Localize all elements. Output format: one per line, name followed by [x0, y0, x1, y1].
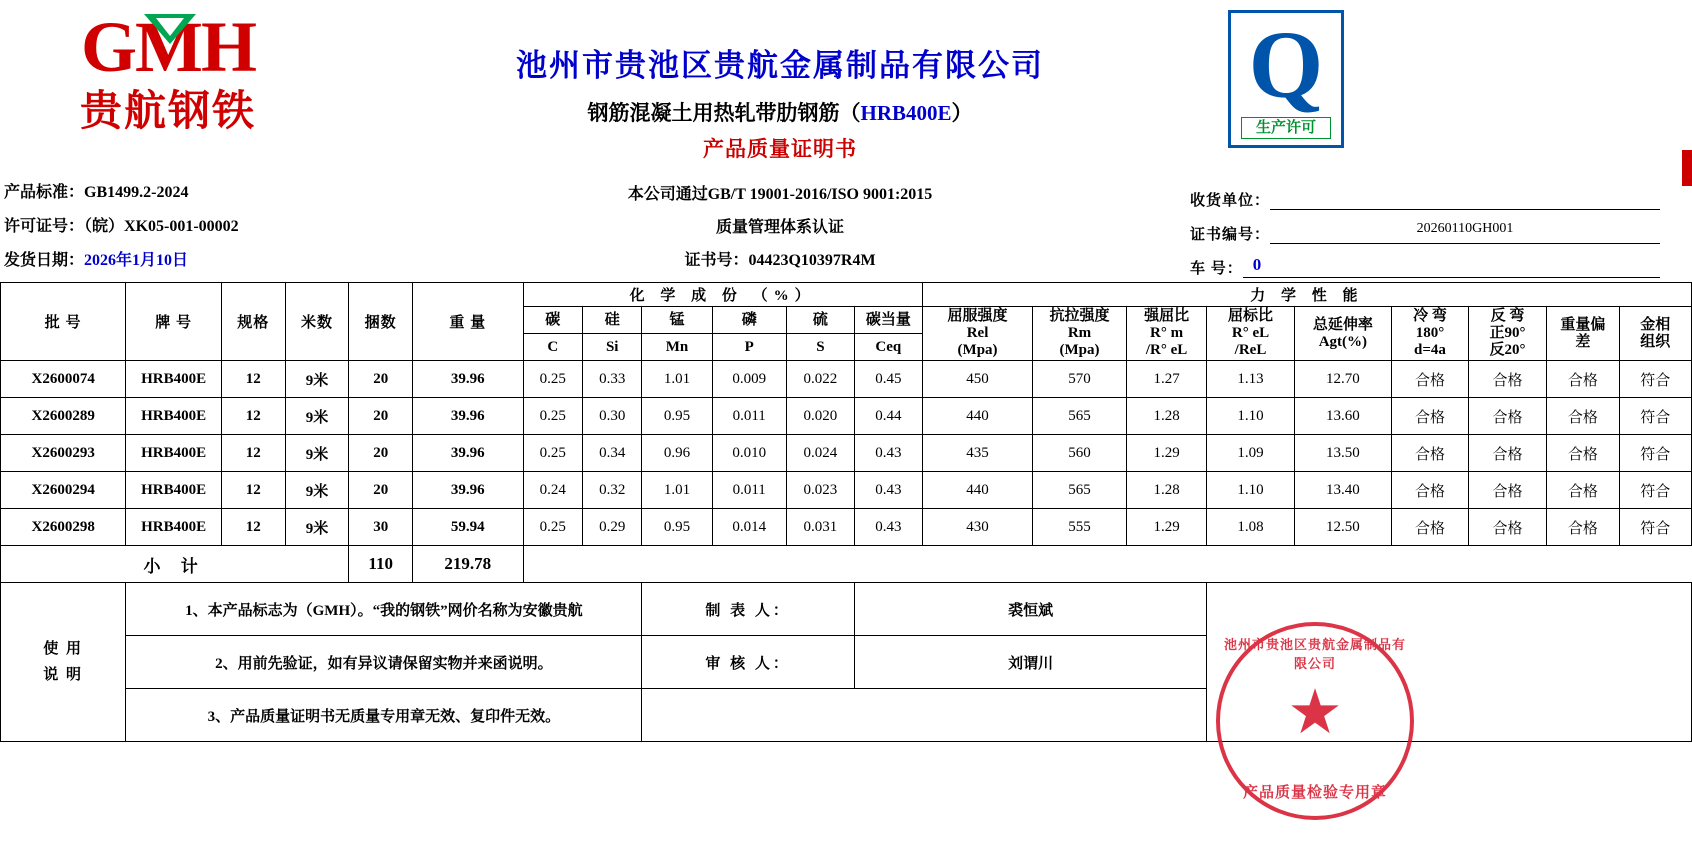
cell-rebend: 合格: [1468, 435, 1547, 472]
cell-grade: HRB400E: [126, 509, 222, 546]
cell-metal: 符合: [1619, 435, 1691, 472]
col-weight: 重 量: [413, 283, 523, 361]
col-rel-en: Rel: [966, 325, 989, 341]
cell-agt: 12.50: [1294, 509, 1392, 546]
ship-date-row: [4, 244, 239, 278]
col-meters: 米数: [285, 283, 349, 361]
stamp-top-text: 池州市贵池区贵航金属制品有限公司: [1223, 637, 1406, 671]
cell-metal: 符合: [1619, 509, 1691, 546]
col-ratio: [1126, 307, 1207, 361]
cell-mn: 0.96: [642, 435, 712, 472]
note-2: 2、用前先验证，如有异议请保留实物并来函说明。: [126, 636, 642, 689]
subtotal-row: [1, 546, 1692, 583]
cert-no-row: [1190, 210, 1660, 244]
cell-weight: 39.96: [413, 398, 523, 435]
cell-rm: 555: [1033, 509, 1126, 546]
cell-weight-dev: 合格: [1547, 472, 1619, 509]
col-yield-ratio-en1: R° eL: [1231, 325, 1270, 341]
maker-name: 裘恒斌: [854, 583, 1207, 636]
col-ratio-en2: /R° eL: [1145, 342, 1188, 358]
col-rm-unit: (Mpa): [1059, 342, 1100, 358]
cert-no-value[interactable]: 20260110GH001: [1270, 221, 1660, 244]
cell-mn: 1.01: [642, 361, 712, 398]
cell-c: 0.25: [523, 435, 582, 472]
edge-mark: [1682, 150, 1692, 186]
cell-bundles: 20: [349, 472, 413, 509]
col-bend-cn3: d=4a: [1414, 342, 1446, 358]
cell-ceq: 0.43: [854, 435, 922, 472]
col-rel-unit: (Mpa): [957, 342, 998, 358]
cell-si: 0.34: [582, 435, 641, 472]
usage-label-line2: 说 明: [43, 667, 84, 683]
product-line-suffix: ）: [951, 101, 973, 125]
table-row: [1, 472, 1692, 509]
cell-spec: 12: [221, 435, 285, 472]
cell-metal: 符合: [1619, 398, 1691, 435]
col-rel-cn: 屈服强度: [947, 308, 1008, 324]
cell-rel: 440: [922, 472, 1032, 509]
table-row: [1, 361, 1692, 398]
col-rm: [1033, 307, 1126, 361]
cell-bend: 合格: [1392, 398, 1468, 435]
iso-line-1: 本公司通过GB/T 19001-2016/ISO 9001:2015: [627, 186, 933, 203]
license-label: 许可证号：: [4, 218, 85, 235]
auditor-label: 审 核 人：: [642, 636, 854, 689]
receiver-label: 收货单位：: [1190, 193, 1271, 209]
col-rebend-cn1: 反 弯: [1490, 308, 1525, 324]
cell-rebend: 合格: [1468, 509, 1547, 546]
cell-yield-ratio: 1.13: [1207, 361, 1294, 398]
license-value: （皖）XK05-001-00002: [84, 218, 239, 235]
cell-batch: X2600293: [1, 435, 126, 472]
col-c-en: C: [523, 334, 582, 361]
iso-line-3: 证书号：04423Q10397R4M: [684, 252, 876, 269]
cell-rm: 565: [1033, 398, 1126, 435]
cell-s: 0.024: [786, 435, 854, 472]
cell-s: 0.031: [786, 509, 854, 546]
col-yield-ratio-en2: /ReL: [1234, 342, 1267, 358]
license-row: [4, 210, 239, 244]
cell-rel: 435: [922, 435, 1032, 472]
cell-s: 0.022: [786, 361, 854, 398]
cell-ceq: 0.43: [854, 472, 922, 509]
logo-gmh-text: GMH: [81, 7, 255, 87]
cell-ceq: 0.44: [854, 398, 922, 435]
cell-yield-ratio: 1.10: [1207, 472, 1294, 509]
col-rel: [922, 307, 1032, 361]
col-bend-cn1: 冷 弯: [1413, 308, 1447, 324]
cell-rebend: 合格: [1468, 361, 1547, 398]
col-agt-en: Agt(%): [1318, 333, 1368, 350]
subtotal-label: 小 计: [1, 546, 349, 583]
col-rm-en: Rm: [1067, 325, 1092, 341]
col-ceq-en: Ceq: [854, 334, 922, 361]
production-license-mark: [1228, 10, 1344, 148]
col-spec: 规格: [221, 283, 285, 361]
document-header: [0, 0, 1692, 282]
col-s-en: S: [786, 334, 854, 361]
cell-batch: X2600298: [1, 509, 126, 546]
col-metal-cn1: 金相: [1640, 316, 1671, 333]
cell-bend: 合格: [1392, 472, 1468, 509]
stamp-area: [1207, 583, 1692, 748]
cell-yield-ratio: 1.10: [1207, 398, 1294, 435]
cell-bundles: 20: [349, 435, 413, 472]
cell-ratio: 1.28: [1126, 472, 1207, 509]
receiver-value[interactable]: [1270, 187, 1660, 210]
cell-agt: 13.40: [1294, 472, 1392, 509]
col-rm-cn: 抗拉强度: [1049, 308, 1110, 324]
product-line-prefix: 钢筋混凝土用热轧带肋钢筋（: [587, 101, 861, 125]
cell-rm: 570: [1033, 361, 1126, 398]
cell-weight: 59.94: [413, 509, 523, 546]
receiver-row: [1190, 176, 1660, 210]
col-yield-ratio: [1207, 307, 1294, 361]
cell-bundles: 30: [349, 509, 413, 546]
cell-c: 0.25: [523, 398, 582, 435]
table-row: [1, 398, 1692, 435]
cell-mn: 0.95: [642, 398, 712, 435]
cell-grade: HRB400E: [126, 361, 222, 398]
cell-grade: HRB400E: [126, 435, 222, 472]
cell-spec: 12: [221, 472, 285, 509]
company-logo: [48, 8, 288, 158]
triangle-inner-icon: [156, 18, 184, 36]
cell-s: 0.020: [786, 398, 854, 435]
cell-ratio: 1.28: [1126, 398, 1207, 435]
col-c-cn: 碳: [523, 307, 582, 334]
col-ratio-en1: R° m: [1150, 325, 1184, 341]
note-1: 1、本产品标志为（GMH）。“我的钢铁”网价名称为安徽贵航: [126, 583, 642, 636]
cell-ratio: 1.29: [1126, 509, 1207, 546]
cell-meters: 9米: [285, 472, 349, 509]
cell-batch: X2600289: [1, 398, 126, 435]
col-weight-dev: [1547, 307, 1619, 361]
cell-weight: 39.96: [413, 361, 523, 398]
group-mechanical: 力 学 性 能: [922, 283, 1691, 307]
cell-s: 0.023: [786, 472, 854, 509]
left-info-block: [4, 176, 239, 278]
cell-agt: 12.70: [1294, 361, 1392, 398]
auditor-name: 刘谓川: [854, 636, 1207, 689]
cell-bundles: 20: [349, 361, 413, 398]
car-no-row: [1190, 244, 1660, 278]
cell-rel: 430: [922, 509, 1032, 546]
cell-weight-dev: 合格: [1547, 398, 1619, 435]
cell-si: 0.30: [582, 398, 641, 435]
ship-date-label: 发货日期：: [4, 252, 85, 269]
cert-no-label: 证书编号：: [1190, 227, 1271, 243]
company-title: 池州市贵池区贵航金属制品有限公司: [516, 48, 1044, 83]
col-ceq-cn: 碳当量: [854, 307, 922, 334]
iso-line-2: 质量管理体系认证: [715, 219, 844, 236]
cell-rel: 440: [922, 398, 1032, 435]
cell-rebend: 合格: [1468, 472, 1547, 509]
cell-weight-dev: 合格: [1547, 361, 1619, 398]
cell-agt: 13.50: [1294, 435, 1392, 472]
col-rebend-cn3: 反20°: [1489, 342, 1526, 358]
cell-mn: 0.95: [642, 509, 712, 546]
col-agt-cn: 总延伸率: [1312, 316, 1373, 333]
col-weight-dev-cn2: 差: [1575, 333, 1591, 350]
col-agt: [1294, 307, 1392, 361]
car-no-value[interactable]: 0: [1243, 255, 1660, 278]
cell-p: 0.011: [712, 398, 786, 435]
document-title: 产品质量证明书: [703, 137, 857, 161]
cell-weight: 39.96: [413, 472, 523, 509]
col-s-cn: 硫: [786, 307, 854, 334]
cell-grade: HRB400E: [126, 398, 222, 435]
cell-si: 0.29: [582, 509, 641, 546]
cell-weight: 39.96: [413, 435, 523, 472]
cell-spec: 12: [221, 398, 285, 435]
cell-ceq: 0.43: [854, 509, 922, 546]
cell-rel: 450: [922, 361, 1032, 398]
col-bend: [1392, 307, 1468, 361]
col-p-en: P: [712, 334, 786, 361]
col-si-en: Si: [582, 334, 641, 361]
col-bend-cn2: 180°: [1415, 325, 1445, 341]
cell-p: 0.009: [712, 361, 786, 398]
cell-yield-ratio: 1.08: [1207, 509, 1294, 546]
group-chemical: 化 学 成 份 （%）: [523, 283, 922, 307]
usage-label: [1, 583, 126, 742]
product-grade: HRB400E: [860, 101, 952, 125]
footer-row-1: [1, 583, 1692, 636]
col-si-cn: 硅: [582, 307, 641, 334]
cell-ceq: 0.45: [854, 361, 922, 398]
cell-metal: 符合: [1619, 472, 1691, 509]
product-standard-row: [4, 176, 239, 210]
right-fields-block: [1190, 176, 1660, 278]
cell-rm: 565: [1033, 472, 1126, 509]
col-weight-dev-cn1: 重量偏: [1560, 316, 1606, 333]
cell-ratio: 1.29: [1126, 435, 1207, 472]
cell-meters: 9米: [285, 398, 349, 435]
cell-bend: 合格: [1392, 361, 1468, 398]
quality-data-table: [0, 282, 1692, 748]
cell-c: 0.25: [523, 509, 582, 546]
title-block: [380, 40, 1180, 163]
col-metal: [1619, 307, 1691, 361]
col-p-cn: 磷: [712, 307, 786, 334]
q-letter-icon: Q: [1248, 11, 1324, 118]
cell-agt: 13.60: [1294, 398, 1392, 435]
usage-label-line1: 使 用: [43, 641, 84, 657]
cell-ratio: 1.27: [1126, 361, 1207, 398]
cell-rm: 560: [1033, 435, 1126, 472]
stamp-bottom-text: 产品质量检验专用章: [1242, 785, 1387, 801]
cell-si: 0.33: [582, 361, 641, 398]
subtotal-bundles: 110: [349, 546, 413, 583]
col-rebend-cn2: 正90°: [1489, 325, 1526, 341]
cell-bundles: 20: [349, 398, 413, 435]
col-rebend: [1468, 307, 1547, 361]
ship-date-value: 2026年1月10日: [84, 252, 189, 269]
cell-spec: 12: [221, 361, 285, 398]
cell-si: 0.32: [582, 472, 641, 509]
cell-batch: X2600074: [1, 361, 126, 398]
cell-c: 0.25: [523, 361, 582, 398]
cell-mn: 1.01: [642, 472, 712, 509]
col-bundles: 捆数: [349, 283, 413, 361]
cell-p: 0.010: [712, 435, 786, 472]
table-row: [1, 509, 1692, 546]
standard-value: GB1499.2-2024: [84, 184, 189, 201]
col-yield-ratio-cn: 屈标比: [1227, 308, 1273, 324]
cell-meters: 9米: [285, 361, 349, 398]
cell-c: 0.24: [523, 472, 582, 509]
car-no-label: 车 号：: [1190, 261, 1243, 277]
cell-weight-dev: 合格: [1547, 509, 1619, 546]
cell-bend: 合格: [1392, 435, 1468, 472]
iso-info: [380, 178, 1180, 277]
cell-meters: 9米: [285, 509, 349, 546]
note-3: 3、产品质量证明书无质量专用章无效、复印件无效。: [126, 689, 642, 742]
col-mn-cn: 锰: [642, 307, 712, 334]
cell-bend: 合格: [1392, 509, 1468, 546]
footer-empty-cell: [642, 689, 1207, 742]
col-grade: 牌 号: [126, 283, 222, 361]
subtotal-empty: [523, 546, 1692, 583]
col-mn-en: Mn: [642, 334, 712, 361]
cell-weight-dev: 合格: [1547, 435, 1619, 472]
col-ratio-cn: 强屈比: [1144, 308, 1190, 324]
cell-spec: 12: [221, 509, 285, 546]
cell-grade: HRB400E: [126, 472, 222, 509]
cell-yield-ratio: 1.09: [1207, 435, 1294, 472]
maker-label: 制 表 人：: [642, 583, 854, 636]
cell-p: 0.011: [712, 472, 786, 509]
q-mark-text: 生产许可: [1241, 117, 1331, 139]
subtotal-weight: 219.78: [413, 546, 523, 583]
cell-p: 0.014: [712, 509, 786, 546]
col-batch: 批 号: [1, 283, 126, 361]
product-standard-line: [380, 97, 1180, 127]
table-row: [1, 435, 1692, 472]
cell-rebend: 合格: [1468, 398, 1547, 435]
standard-label: 产品标准：: [4, 184, 85, 201]
table-group-header-row: [1, 283, 1692, 307]
col-metal-cn2: 组织: [1640, 333, 1671, 350]
logo-cn-text: 贵航钢铁: [79, 87, 256, 134]
cell-batch: X2600294: [1, 472, 126, 509]
star-icon: ★: [1287, 679, 1343, 748]
cell-metal: 符合: [1619, 361, 1691, 398]
cell-meters: 9米: [285, 435, 349, 472]
